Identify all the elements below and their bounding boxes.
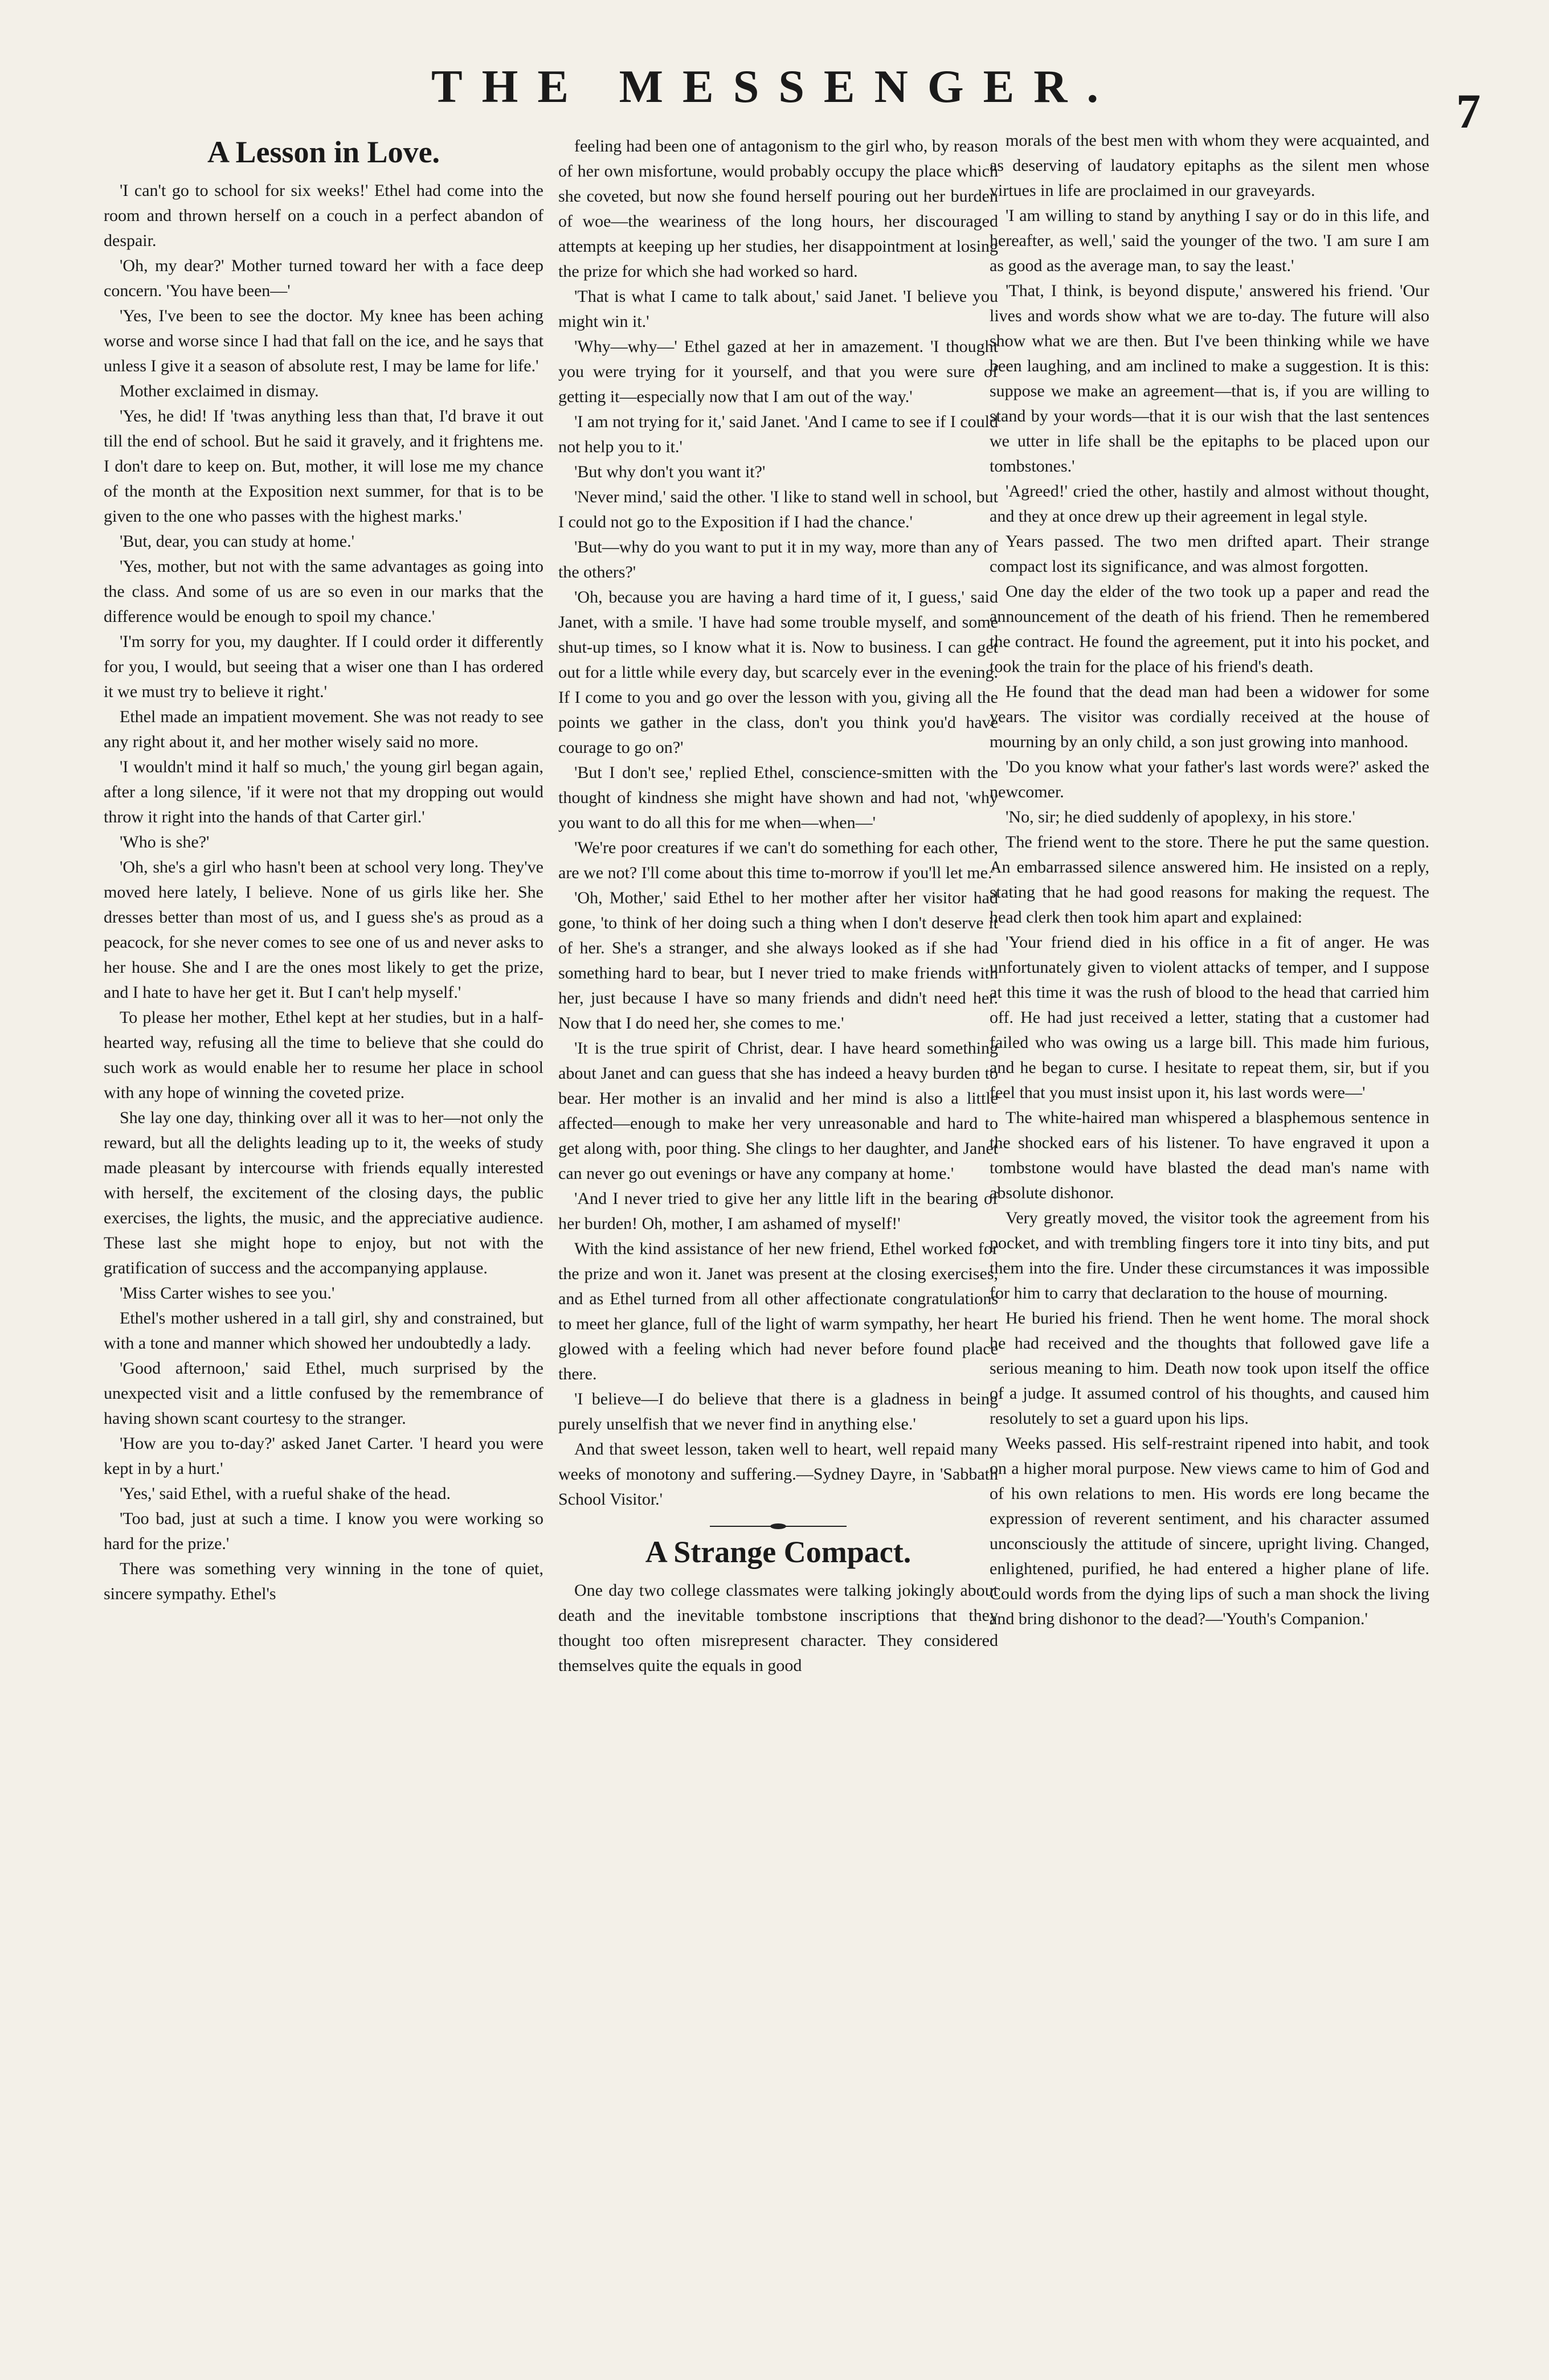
paragraph: There was something very winning in the tone of quiet, sincere sympathy. Ethel's	[104, 1559, 543, 1603]
paragraph: Years passed. The two men drifted apart. Their strange compact lost its significance, and was almost forgotten.	[990, 532, 1429, 576]
paragraph: 'How are you to-day?' asked Janet Carter. 'I heard you were kept in by a hurt.'	[104, 1434, 543, 1478]
paragraph: 'No, sir; he died suddenly of apoplexy, in his store.'	[1006, 808, 1355, 826]
paragraph: 'Who is she?'	[120, 833, 210, 851]
column-1	[104, 134, 543, 1607]
page-number: 7	[1456, 84, 1481, 138]
paragraph: 'But—why do you want to put it in my way, more than any of the others?'	[558, 538, 998, 581]
paragraph: 'Agreed!' cried the other, hastily and almost without thought, and they at once drew up their agreement in legal style.	[990, 482, 1429, 526]
paragraph: 'I am willing to stand by anything I say or do in this life, and hereafter, as well,' said the younger of the two. 'I am sure I am as good as the average man, to say the least.'	[990, 206, 1429, 275]
paragraph: He buried his friend. Then he went home. The moral shock he had received and the thoughts that followed gave life a serious meaning to him. Death now took upon itself the office of a judge. It assumed control of his thoughts, and caused him resolutely to set a guard upon his lips.	[990, 1309, 1429, 1428]
article-title-lesson-in-love: A Lesson in Love.	[207, 135, 440, 169]
paragraph: Weeks passed. His self-restraint ripened into habit, and took on a higher moral purpose. New views came to him of God and of his own relations to men. His words ere long became the expression of reverent sentiment, and his character assumed unconsciously the attitude of sincere, upright living. Changed, enlightened, purified, he had entered a higher plane of life. Could words from the dying lips of such a man shock the living and bring dishonor to the dead?—'Youth's Companion.'	[990, 1434, 1429, 1628]
paragraph: morals of the best men with whom they were acquainted, and as deserving of laudatory epitaphs as the silent men whose virtues in life are proclaimed in our graveyards.	[990, 131, 1429, 200]
paragraph: 'Your friend died in his office in a fit of anger. He was unfortunately given to violent attacks of temper, and I suppose at this time it was the rush of blood to the head that carried him off. He had just received a letter, stating that a customer had failed who was owing us a large bill. This made him furious, and he began to curse. I hesitate to repeat them, sir, but if you feel that you must insist upon it, his last words were—'	[990, 933, 1429, 1102]
paragraph: Ethel's mother ushered in a tall girl, shy and constrained, but with a tone and manner which showed her undoubtedly a lady.	[104, 1309, 543, 1353]
paragraph: 'That, I think, is beyond dispute,' answered his friend. 'Our lives and words show what we are to-day. The future will also show what we are then. But I've been thinking while we have been laughing, and am inclined to make a suggestion. It is this: suppose we make an agreement—that is, if you are willing to stand by your words—that it is our wish that the last sentences we utter in life shall be the epitaphs to be placed upon our tombstones.'	[990, 281, 1429, 476]
paragraph: 'Oh, Mother,' said Ethel to her mother after her visitor had gone, 'to think of her doing such a thing when I don't deserve it of her. She's a stranger, and she always looked as if she had something hard to bear, but I never tried to make friends with her, just because I have so many friends and didn't need her. Now that I do need her, she comes to me.'	[558, 888, 998, 1033]
paragraph: 'Oh, because you are having a hard time of it, I guess,' said Janet, with a smile. 'I have had some trouble myself, and some shut-up times, so I know what it is. Now to business. I can get out for a little while every day, but scarcely ever in the evening. If I come to you and go over the lesson with you, giving all the points we gather in the class, don't you think you'd have courage to go on?'	[558, 588, 998, 757]
paragraph: The friend went to the store. There he put the same question. An embarrassed silence answered him. He insisted on a reply, stating that he had good reasons for making the request. The head clerk then took him apart and explained:	[990, 833, 1429, 927]
paragraph: 'Do you know what your father's last words were?' asked the newcomer.	[990, 757, 1429, 801]
paragraph: 'I'm sorry for you, my daughter. If I could order it differently for you, I would, but seeing that a wiser one than I has ordered it we must try to believe it right.'	[104, 632, 543, 701]
paragraph: 'I wouldn't mind it half so much,' the young girl began again, after a long silence, 'if it were not that my dropping out would throw it right into the hands of that Carter girl.'	[104, 757, 543, 826]
paragraph: 'Oh, my dear?' Mother turned toward her with a face deep concern. 'You have been—'	[104, 256, 543, 300]
paragraph: 'But, dear, you can study at home.'	[120, 532, 355, 551]
paragraph: 'Never mind,' said the other. 'I like to stand well in school, but I could not go to the Exposition if I had the chance.'	[558, 488, 998, 531]
paragraph: 'And I never tried to give her any little lift in the bearing of her burden! Oh, mother, I am ashamed of myself!'	[558, 1189, 998, 1233]
paragraph: One day the elder of the two took up a paper and read the announcement of the death of his friend. Then he remembered the contract. He found the agreement, put it into his pocket, and took the train for the place of his friend's death.	[990, 582, 1429, 676]
paragraph: She lay one day, thinking over all it was to her—not only the reward, but all the delights leading up to it, the weeks of study made pleasant by intercourse with friends equally interested with herself, the excitement of the closing days, the public exercises, the lights, the music, and the appreciative audience. These last she might hope to enjoy, but not with the gratification of success and the accompanying applause.	[104, 1108, 543, 1277]
article-title-strange-compact: A Strange Compact.	[645, 1535, 912, 1569]
paragraph: Mother exclaimed in dismay.	[120, 382, 319, 400]
paragraph: 'I am not trying for it,' said Janet. 'And I came to see if I could not help you to it.'	[558, 412, 998, 456]
masthead: THE MESSENGER.	[431, 60, 1118, 112]
paragraph: 'It is the true spirit of Christ, dear. I have heard something about Janet and can guess that she has indeed a heavy burden to bear. Her mother is an invalid and her mind is also a little affected—enough to make her very unreasonable and hard to get along with, poor thing. She clings to her daughter, and Janet can never go out evenings or have any company at home.'	[558, 1039, 998, 1183]
paragraph: The white-haired man whispered a blasphemous sentence in the shocked ears of his listener. To have engraved it upon a tombstone would have blasted the dead man's name with absolute dishonor.	[990, 1108, 1429, 1202]
paragraph: 'Yes, he did! If 'twas anything less than that, I'd brave it out till the end of school. But he said it gravely, and it frightens me. I don't dare to keep on. But, mother, it will lose me my chance of the month at the Exposition next summer, for that is to be given to the one who passes with the highest marks.'	[104, 407, 543, 526]
paragraph: 'Miss Carter wishes to see you.'	[120, 1284, 335, 1302]
paragraph: 'Too bad, just at such a time. I know you were working so hard for the prize.'	[104, 1509, 543, 1553]
column-2	[558, 134, 998, 1678]
paragraph: feeling had been one of antagonism to the girl who, by reason of her own misfortune, would probably occupy the place which she coveted, but now she found herself pouring out her burden of woe—the weariness of the long hours, her discouraged attempts at keeping up her studies, her disappointment at losing the prize for which she had worked so hard.	[558, 137, 998, 281]
paragraph: He found that the dead man had been a widower for some years. The visitor was cordially received at the house of mourning by an only child, a son just growing into manhood.	[990, 682, 1429, 751]
paragraph: 'Yes, mother, but not with the same advantages as going into the class. And some of us are so even in our marks that the difference would be enough to spoil my chance.'	[104, 557, 543, 626]
paragraph: And that sweet lesson, taken well to heart, well repaid many weeks of monotony and suffering.—Sydney Dayre, in 'Sabbath School Visitor.'	[558, 1440, 998, 1509]
column-3	[990, 128, 1429, 1632]
paragraph: Ethel made an impatient movement. She was not ready to see any right about it, and her mother wisely said no more.	[104, 707, 543, 751]
paragraph: 'We're poor creatures if we can't do something for each other, are we not? I'll come about this time to-morrow if you'll let me.'	[558, 838, 998, 882]
paragraph: 'I believe—I do believe that there is a gladness in being purely unselfish that we never find in anything else.'	[558, 1390, 998, 1433]
paragraph: With the kind assistance of her new friend, Ethel worked for the prize and won it. Janet was present at the closing exercises, and as Ethel turned from all other affectionate congratulations to meet her glance, full of the light of warm sympathy, her heart glowed with a feeling which had never before found place there.	[558, 1239, 998, 1383]
paragraph: 'Good afternoon,' said Ethel, much surprised by the unexpected visit and a little confused by the remembrance of having shown scant courtesy to the stranger.	[104, 1359, 543, 1428]
divider-rule	[558, 1522, 998, 1530]
paragraph: 'But I don't see,' replied Ethel, conscience-smitten with the thought of kindness she might have shown and had not, 'why you want to do all this for me when—when—'	[558, 763, 998, 832]
paragraph: 'Why—why—' Ethel gazed at her in amazement. 'I thought you were trying for it yourself, and that you were sure of getting it—especially now that I am out of the way.'	[558, 337, 998, 406]
paragraph: To please her mother, Ethel kept at her studies, but in a half-hearted way, refusing all the time to believe that she could do such work as would enable her to resume her place in school with any hope of winning the coveted prize.	[104, 1008, 543, 1102]
paragraph: Very greatly moved, the visitor took the agreement from his pocket, and with trembling fingers tore it into tiny bits, and put them into the fire. Under these circumstances it was impossible for him to carry that declaration to the house of mourning.	[990, 1209, 1429, 1302]
paragraph: One day two college classmates were talking jokingly about death and the inevitable tombstone inscriptions that they thought too often misrepresent character. They considered themselves quite the equals in good	[558, 1581, 998, 1675]
paragraph: 'That is what I came to talk about,' said Janet. 'I believe you might win it.'	[558, 287, 998, 331]
paragraph: 'Oh, she's a girl who hasn't been at school very long. They've moved here lately, I believe. None of us girls like her. She dresses better than most of us, and I guess she's as proud as a peacock, for she never comes to see one of us and never asks to her house. She and I are the ones most likely to get the prize, and I hate to have her get it. But I can't help myself.'	[104, 858, 543, 1002]
paragraph: 'I can't go to school for six weeks!' Ethel had come into the room and thrown herself on a couch in a perfect abandon of despair.	[104, 181, 543, 250]
paragraph: 'But why don't you want it?'	[574, 462, 766, 481]
paragraph: 'Yes,' said Ethel, with a rueful shake of the head.	[120, 1484, 451, 1503]
paragraph: 'Yes, I've been to see the doctor. My knee has been aching worse and worse since I had that fall on the ice, and he says that unless I give it a season of absolute rest, I may be lame for life.'	[104, 306, 543, 375]
